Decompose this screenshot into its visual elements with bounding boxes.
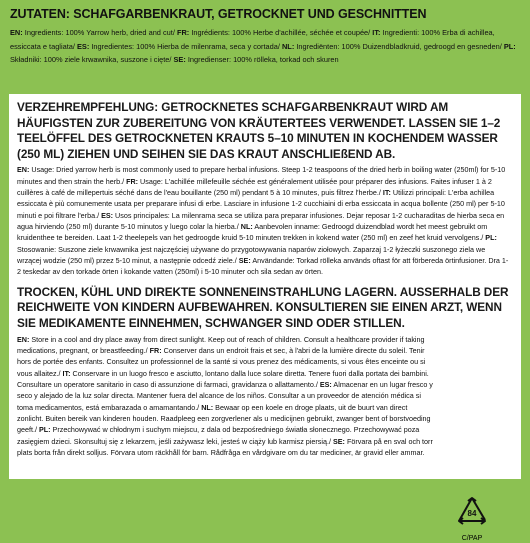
language-code: FR: bbox=[176, 28, 190, 37]
translation-text: Almacenar en un lugar fresco y seco y alejado de la luz solar directa. Mantener fuera del alcance de los niños. Consultar a un proveedor de atención médica si toma medicamentos, está embarazada o amamantando./ bbox=[17, 379, 433, 412]
language-code: FR: bbox=[126, 176, 139, 186]
translation-text: Förvara på en sval och torr plats borta från direkt solljus. Förvara utom räckhåll för barn. Rådfråga en vårdgivare om du tar mediciner, är gravid eller ammar. bbox=[17, 436, 433, 458]
language-code: PL: bbox=[485, 233, 497, 243]
language-code: IT: bbox=[62, 368, 71, 378]
recycling-code: C/PAP bbox=[461, 535, 483, 542]
language-code: ES: bbox=[101, 210, 114, 220]
recycle-triangle-icon bbox=[454, 496, 490, 530]
translation-text: Utilizzi principali: L'erba achillea essiccata è più comunemente usata per preparare infusi di erbe. Lasciare in infusione 1-2 cucchiaini di erba essiccata in acqua bollente (250 ml) per 5-10 minuti e poi filtrare l'erba./ bbox=[17, 188, 505, 220]
language-code: NL: bbox=[281, 41, 295, 51]
usage-heading: VERZEHREMPFEHLUNG: GETROCKNETES SCHAFGARBENKRAUT WIRD AM HÄUFIGSTEN ZUR ZUBEREITUNG VON KRÄUTERTEES VERWENDET. LASSEN SIE 1–2 TEELÖFFEL DES GETROCKNETEN KRAUTS 5–10 MINUTEN IN KOCHENDEM WASSER (250 ML) ZIEHEN UND SEIHEN SIE DAS KRAUT ANSCHLIEßEND AB. bbox=[17, 100, 501, 161]
language-code: EN: bbox=[10, 28, 23, 37]
language-code: IT: bbox=[382, 188, 391, 198]
storage-translations bbox=[17, 334, 511, 459]
translation-text: Usos principales: La milenrama seca se utiliza para preparar infusiones. Dejar reposar 1-2 cucharaditas de hierba seca en agua hirviendo (250 ml) durante 5-10 minutos y luego colar la hierba./ bbox=[17, 210, 505, 232]
translation-text: Ingredienti: 100% Erba di achillea, essiccata e tagliata/ bbox=[10, 28, 495, 51]
language-code: IT: bbox=[372, 28, 381, 37]
usage-translations bbox=[17, 164, 511, 277]
translation-text: Przechowywać w chłodnym i suchym miejscu, z dala od bezpośredniego światła słonecznego. Przechowywać poza zasięgiem dzieci. Skonsultuj się z lekarzem, jeśli zażywasz leki, jesteś w ciąży lub karmisz piersią./ bbox=[17, 425, 420, 446]
translation-text: Usage: Dried yarrow herb is most commonly used to prepare herbal infusions. Steep 1-2 teaspoons of the dried herb in boiling water (250ml) for 5-10 minutes and then strain the herb./ bbox=[17, 165, 506, 186]
language-code: EN: bbox=[17, 334, 30, 344]
language-code: SE: bbox=[238, 256, 251, 266]
translation-text: Stosowanie: Suszone ziele krwawnika jest najczęściej używane do przygotowywania naparów ziołowych. Zaparzaj 1-2 łyżeczki suszonego ziela we wrzącej wodzie (250 ml) przez 5-10 minut, a następnie odcedź ziele./ bbox=[17, 244, 486, 266]
translation-text: Aanbevolen inname: Gedroogd duizendblad wordt het meest gebruikt om kruidenthee te bereiden. Laat 1-2 theelepels van het gedroogde kruid 5-10 minuten trekken in kokend water (250 ml) en zeef het kruid vervolgens./ bbox=[17, 222, 488, 243]
translation-text: Ingredients: 100% Yarrow herb, dried and cut/ bbox=[22, 28, 177, 37]
recycling-number: 84 bbox=[467, 509, 477, 518]
language-code: FR: bbox=[149, 345, 162, 355]
ingredients-heading: ZUTATEN: SCHAFGARBENKRAUT, GETROCKNET UND GESCHNITTEN bbox=[10, 7, 427, 21]
translation-text: Ingredienser: 100% rölleka, torkad och skuren bbox=[185, 55, 339, 65]
section-divider bbox=[17, 278, 511, 285]
language-code: PL: bbox=[503, 41, 516, 51]
language-code: ES: bbox=[319, 379, 332, 389]
language-code: NL: bbox=[240, 222, 253, 232]
storage-heading: TROCKEN, KÜHL UND DIREKTE SONNENEINSTRAHLUNG LAGERN. AUSSERHALB DER REICHWEITE VON KINDERN AUFBEWAHREN. KONSULTIEREN SIE EINEN ARZT, WENN SIE MEDIKAMENTE EINNEHMEN, SCHWANGER SIND ODER STILLEN. bbox=[17, 284, 509, 330]
language-code: ES: bbox=[76, 41, 90, 51]
ingredients-translations bbox=[10, 26, 520, 67]
language-code: EN: bbox=[17, 165, 30, 175]
translation-text: Ingrédients: 100% Herbe d'achillée, séchée et coupée/ bbox=[189, 28, 373, 37]
translation-text: Składniki: 100% ziele krwawnika, suszone i cięte/ bbox=[10, 55, 174, 65]
translation-text: Användande: Torkad rölleka används oftast för att förbereda örtinfusioner. Dra 1-2 teskedar av den torkade örten i kokande vatten (250ml) i 5-10 minuter och sila sedan av örten. bbox=[17, 256, 509, 277]
recycling-symbol bbox=[441, 496, 503, 543]
translation-text: Usage: L'achillée millefeuille séchée est généralement utilisée pour préparer des infusions. Faites infuser 1 à 2 cuillères à café de millepertuis séché dans de l'eau bouillante (250 ml) pendant 5 à 10 minutes, puis filtrez l'herbe./ bbox=[17, 176, 492, 198]
translation-text: Ingrediënten: 100% Duizendbladkruid, gedroogd en gesneden/ bbox=[294, 41, 504, 51]
language-code: NL: bbox=[201, 402, 214, 412]
language-code: SE: bbox=[332, 436, 345, 446]
usage-storage-panel bbox=[9, 94, 521, 542]
translation-text: Ingredientes: 100% Hierba de milenrama, seca y cortada/ bbox=[89, 41, 282, 51]
ingredients-band bbox=[0, 0, 530, 88]
translation-text: Conservare in un luogo fresco e asciutto, lontano dalla luce solare diretta. Tenere fuori dalla portata dei bambini. Consultare un operatore sanitario in caso di assunzione di farmaci, gravidanza o allattamento./ bbox=[17, 368, 429, 389]
translation-text: Store in a cool and dry place away from direct sunlight. Keep out of reach of children. Consult a healthcare provider if taking medications, pregnant, or breastfeeding./ bbox=[17, 334, 425, 355]
translation-text: Conserver dans un endroit frais et sec, à l'abri de la lumière directe du soleil. Tenir hors de portée des enfants. Consultez un professionnel de la santé si vous prenez des médicaments, si vous êtes enceinte ou si vous allaitez./ bbox=[17, 345, 426, 378]
translation-text: Bewaar op een koele en droge plaats, uit de buurt van direct zonlicht. Buiten bereik van kinderen houden. Raadpleeg een zorgverlener als u medicijnen gebruikt, zwanger bent of borstvoeding geeft./ bbox=[17, 402, 431, 435]
language-code: SE: bbox=[173, 55, 186, 65]
language-code: PL: bbox=[38, 425, 51, 435]
